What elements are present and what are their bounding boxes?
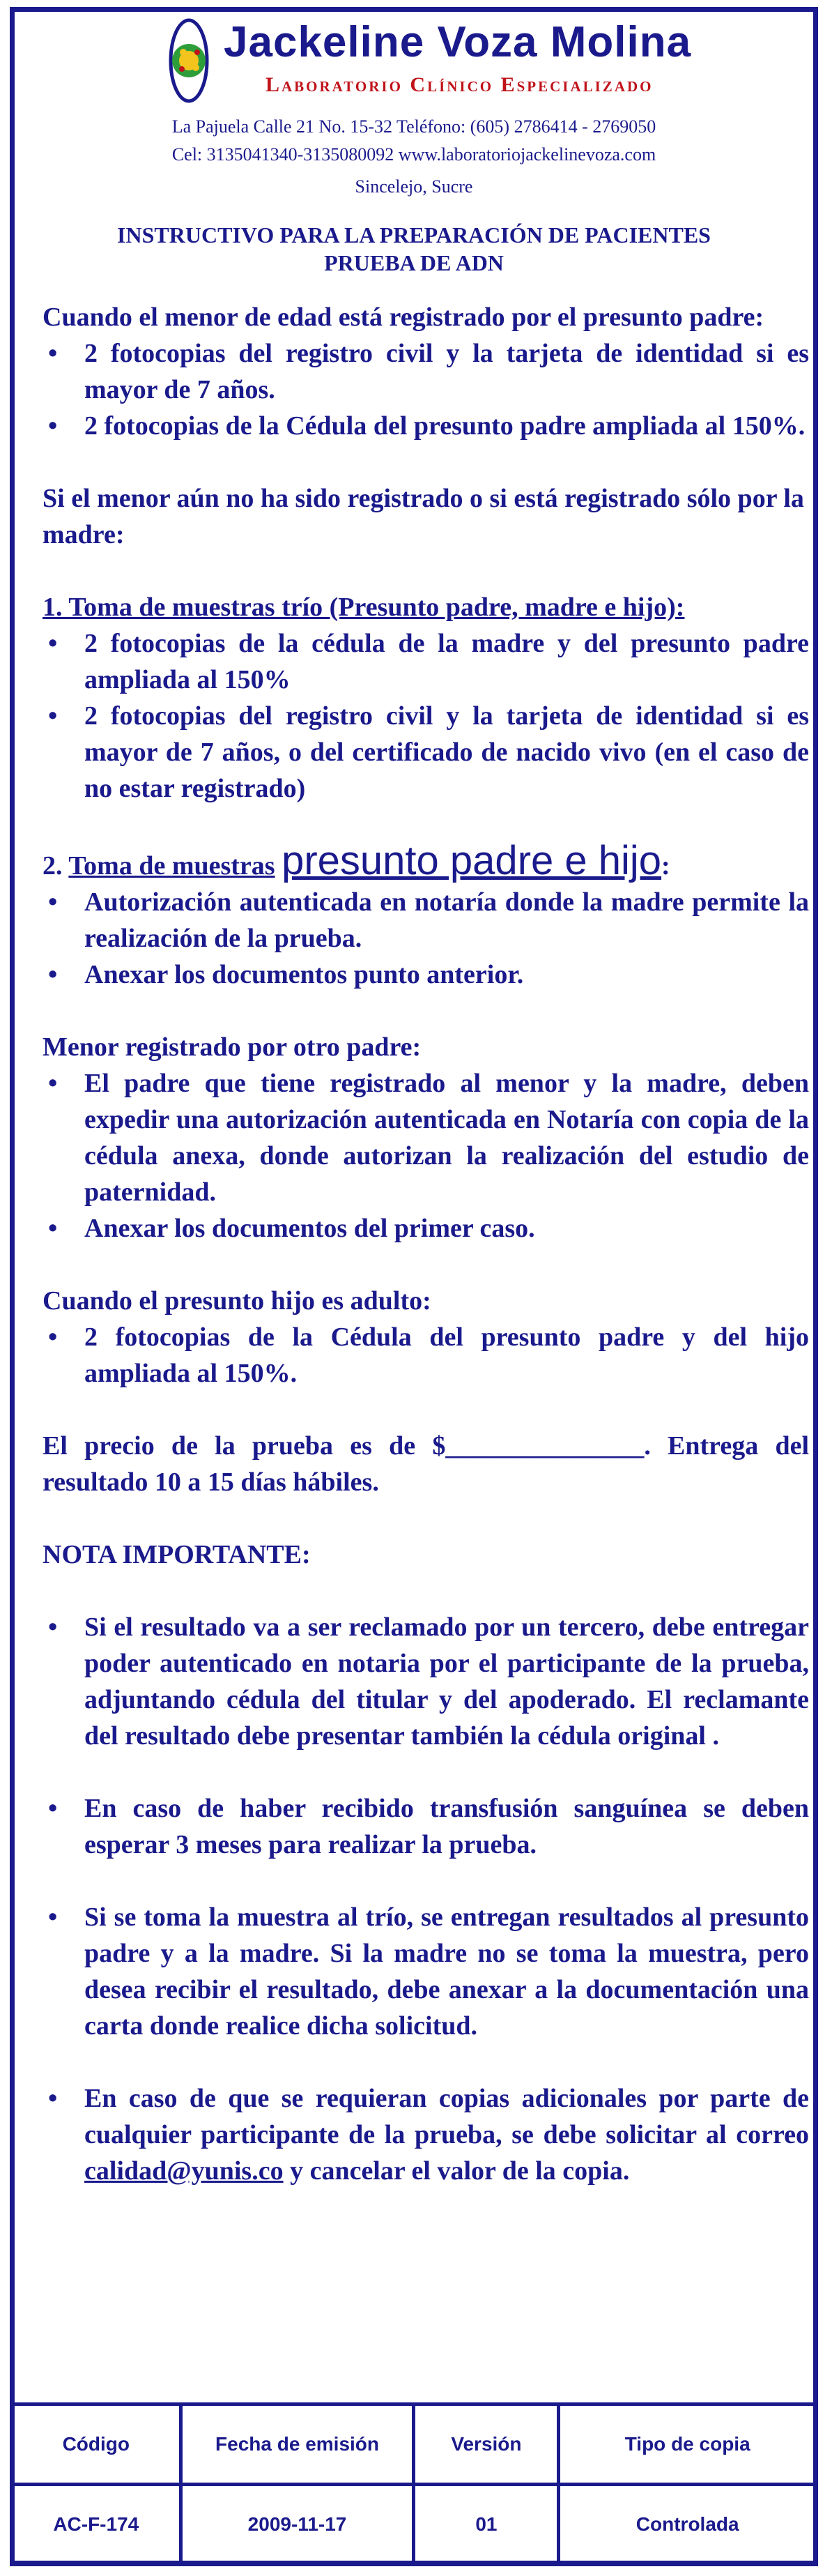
table-cell: Controlada — [559, 2485, 817, 2565]
section-4-heading: Cuando el presunto hijo es adulto: — [43, 1286, 431, 1316]
note-text: En caso de que se requieran copias adicionales por parte de cualquier participante de la prueba, se debe solicitar al correo — [84, 2084, 809, 2149]
city-line: Sincelejo, Sucre — [355, 176, 473, 197]
table-header: Versión — [414, 2404, 559, 2485]
heading-number: 2. — [43, 851, 69, 881]
table-cell: 01 — [414, 2485, 559, 2565]
note-item: • Si se toma la muestra al trío, se entregan resultados al presunto padre y a la madre. Si la madre no se toma la muestra, pero desea recibir el resultado, debe anexar a la documentación una carta donde realice dicha solicitud. — [43, 1899, 809, 2044]
note-text: y cancelar el valor de la copia. — [283, 2156, 630, 2186]
address-line: La Pajuela Calle 21 No. 15-32 Teléfono: (605) 2786414 - 2769050 — [171, 116, 656, 137]
table-header: Código — [12, 2404, 181, 2485]
note-item: • En caso de haber recibido transfusión sanguínea se deben esperar 3 meses para realizar la prueba. — [43, 1790, 809, 1863]
list-item: • Anexar los documentos punto anterior. — [43, 957, 809, 993]
table-header-row — [12, 2404, 817, 2485]
brand-subtitle: Laboratorio Clínico Especializado — [265, 73, 654, 96]
note-item: • Si el resultado va a ser reclamado por un tercero, debe entregar poder autenticado en notaria por el participante de la prueba, adjuntando cédula del titular y del apoderado. El reclamante del resultado debe presentar también la cédula original . — [43, 1609, 809, 1754]
contact-line: Cel: 3135041340-3135080092 www.laboratoriojackelinevoza.com — [171, 144, 656, 165]
heading-colon: : — [661, 851, 670, 881]
list-item: • Anexar los documentos del primer caso. — [43, 1210, 809, 1247]
laboratory-logo-icon — [154, 17, 224, 105]
section-2-heading: Si el menor aún no ha sido registrado o si está registrado sólo por la madre: — [43, 484, 804, 549]
list-item: • 2 fotocopias de la cédula de la madre y del presunto padre ampliada al 150% — [43, 625, 809, 698]
header — [15, 12, 813, 305]
document-frame — [10, 7, 818, 2566]
document-subtitle: PRUEBA DE ADN — [324, 250, 504, 275]
list-item: • 2 fotocopias del registro civil y la tarjeta de identidad si es mayor de 7 años, o del certificado de nacido vivo (en el caso de no estar registrado) — [43, 698, 809, 807]
list-item: • Autorización autenticada en notaría donde la madre permite la realización de la prueba. — [43, 884, 809, 957]
table-header: Fecha de emisión — [180, 2404, 414, 2485]
document-title: INSTRUCTIVO PARA LA PREPARACIÓN DE PACIENTES — [117, 222, 711, 247]
list-item: • 2 fotocopias de la Cédula del presunto padre y del hijo ampliada al 150%. — [43, 1319, 809, 1392]
table-row — [12, 2485, 817, 2565]
table-cell: 2009-11-17 — [180, 2485, 414, 2565]
email-link[interactable]: calidad@yunis.co — [84, 2156, 284, 2186]
document-body — [43, 299, 809, 2189]
father-child-sampling-heading — [43, 838, 809, 884]
table-header: Tipo de copia — [559, 2404, 817, 2485]
list-item: • 2 fotocopias de la Cédula del presunto padre ampliada al 150%. — [43, 408, 809, 444]
note-item — [43, 2080, 809, 2189]
list-item: • 2 fotocopias del registro civil y la tarjeta de identidad si es mayor de 7 años. — [43, 335, 809, 408]
brand-name: Jackeline Voza Molina — [224, 18, 692, 66]
heading-large: presunto padre e hijo — [282, 838, 662, 883]
table-cell: AC-F-174 — [12, 2485, 181, 2565]
trio-sampling-heading: 1. Toma de muestras trío (Presunto padre, madre e hijo): — [43, 593, 685, 622]
important-note-heading: NOTA IMPORTANTE: — [43, 1540, 311, 1569]
section-3-heading: Menor registrado por otro padre: — [43, 1032, 422, 1062]
heading-underlined: Toma de muestras — [68, 851, 275, 881]
section-1-heading: Cuando el menor de edad está registrado por el presunto padre: — [43, 303, 764, 332]
document-control-table — [10, 2402, 818, 2566]
price-paragraph: El precio de la prueba es de $_______________. Entrega del resultado 10 a 15 días hábiles. — [43, 1431, 809, 1497]
list-item: • El padre que tiene registrado al menor y la madre, deben expedir una autorización autenticada en Notaría con copia de la cédula anexa, donde autorizan la realización del estudio de paternidad. — [43, 1065, 809, 1210]
